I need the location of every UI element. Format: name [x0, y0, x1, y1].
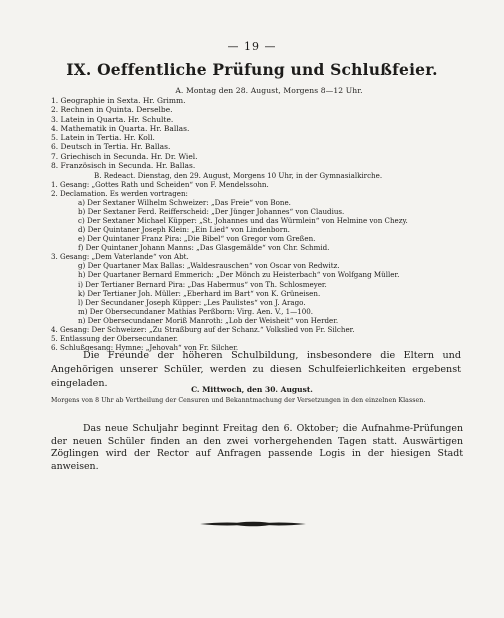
program-item: f) Der Quintaner Johann Manns: „Das Glasgemälde“ von Chr. Schmid.	[78, 243, 330, 253]
program-item: 1. Gesang: „Gottes Rath und Scheiden“ von F. Mendelssohn.	[51, 180, 269, 189]
closing-paragraph: Das neue Schuljahr beginnt Freitag den 6. Oktober; die Aufnahme-Prüfungen der neuen Schüler finden an den zwei vorhergehenden Tagen statt. Auswärtigen Zöglingen wird der Rector auf Anfragen passende Logis in der hiesigen Stadt anweisen.	[51, 423, 463, 472]
list-item: 1. Geographie in Sexta. Hr. Grimm.	[51, 96, 186, 105]
program-item: 2. Declamation. Es werden vortragen:	[51, 189, 188, 199]
invitation-paragraph: Die Freunde der höheren Schulbildung, insbesondere die Eltern und Angehörigen unserer Schüler, werden zu diesen Schulfeierlichkeiten ergebenst eingeladen.	[51, 350, 461, 389]
program-item: d) Der Quintaner Joseph Klein: „Ein Lied“ von Lindenborn.	[78, 225, 290, 235]
section-c-text: Morgens von 8 Uhr ab Vertheilung der Censuren und Bekanntmachung der Versetzungen in den einzelnen Klassen.	[51, 397, 426, 404]
program-item: m) Der Obersecundaner Mathias Perßborn: Virg. Aen. V., 1—100.	[78, 306, 314, 316]
list-item: 4. Mathematik in Quarta. Hr. Ballas.	[51, 123, 190, 133]
program-item: h) Der Quartaner Bernard Emmerich: „Der Mönch zu Heisterbach“ von Wolfgang Müller.	[78, 270, 400, 280]
program-item: k) Der Tertianer Joh. Müller: „Eberhard im Bart“ von K. Grüneisen.	[78, 288, 321, 298]
list-item: 8. Französisch in Secunda. Hr. Ballas.	[51, 161, 196, 171]
program-item: i) Der Tertianer Bernard Pira: „Das Habermus“ von Th. Schlosmeyer.	[78, 279, 327, 289]
section-title: IX. Oeffentliche Prüfung und Schlußfeier.	[66, 60, 438, 79]
program-item: c) Der Sextaner Michael Küpper: „St. Johannes und das Würmlein“ von Helmine von Chezy.	[78, 216, 408, 226]
program-item: 6. Schlußgesang: Hymne: „Jehovah“ von Fr. Silcher.	[51, 342, 239, 352]
section-a-heading: A. Montag den 28. August, Morgens 8—12 Uhr.	[175, 86, 363, 95]
program-item: 3. Gesang: „Dem Vaterlande“ von Abt.	[51, 252, 189, 262]
program-item: a) Der Sextaner Wilhelm Schweizer: „Das Freie“ von Bone.	[78, 198, 291, 208]
ornament-rule-icon	[198, 518, 308, 530]
program-item: b) Der Sextaner Ferd. Reifferscheid: „Der Jünger Johannes“ von Claudius.	[78, 207, 345, 217]
program-item: 4. Gesang: Der Schweizer: „Zu Straßburg auf der Schanz.“ Volkslied von Fr. Silcher.	[51, 324, 355, 334]
list-item: 2. Rechnen in Quinta. Derselbe.	[51, 105, 173, 115]
program-item: 5. Entlassung der Obersecundaner.	[51, 333, 179, 343]
list-item: 6. Deutsch in Tertia. Hr. Ballas.	[51, 142, 171, 152]
program-item: g) Der Quartaner Max Ballas: „Waldesrauschen“ von Oscar von Redwitz.	[78, 261, 340, 271]
section-c-heading: C. Mittwoch, den 30. August.	[191, 385, 313, 394]
section-b-heading: B. Redeact. Dienstag, den 29. August, Morgens 10 Uhr, in der Gymnasialkirche.	[94, 171, 383, 180]
program-item: e) Der Quintaner Franz Pira: „Die Bibel“ von Gregor vom Greßen.	[78, 234, 316, 244]
program-item: l) Der Secundaner Joseph Küpper: „Les Paulistes“ von J. Arago.	[78, 297, 306, 307]
section-a-list	[51, 96, 411, 170]
page-number: — 19 —	[227, 40, 277, 53]
list-item: 7. Griechisch in Secunda. Hr. Dr. Wiel.	[51, 151, 198, 161]
section-b-program	[51, 180, 471, 352]
list-item: 5. Latein in Tertia. Hr. Koll.	[51, 133, 155, 143]
list-item: 3. Latein in Quarta. Hr. Schulte.	[51, 114, 174, 124]
program-item: n) Der Obersecundaner Moriß Manroth: „Lob der Weisheit“ von Herder.	[78, 315, 339, 325]
